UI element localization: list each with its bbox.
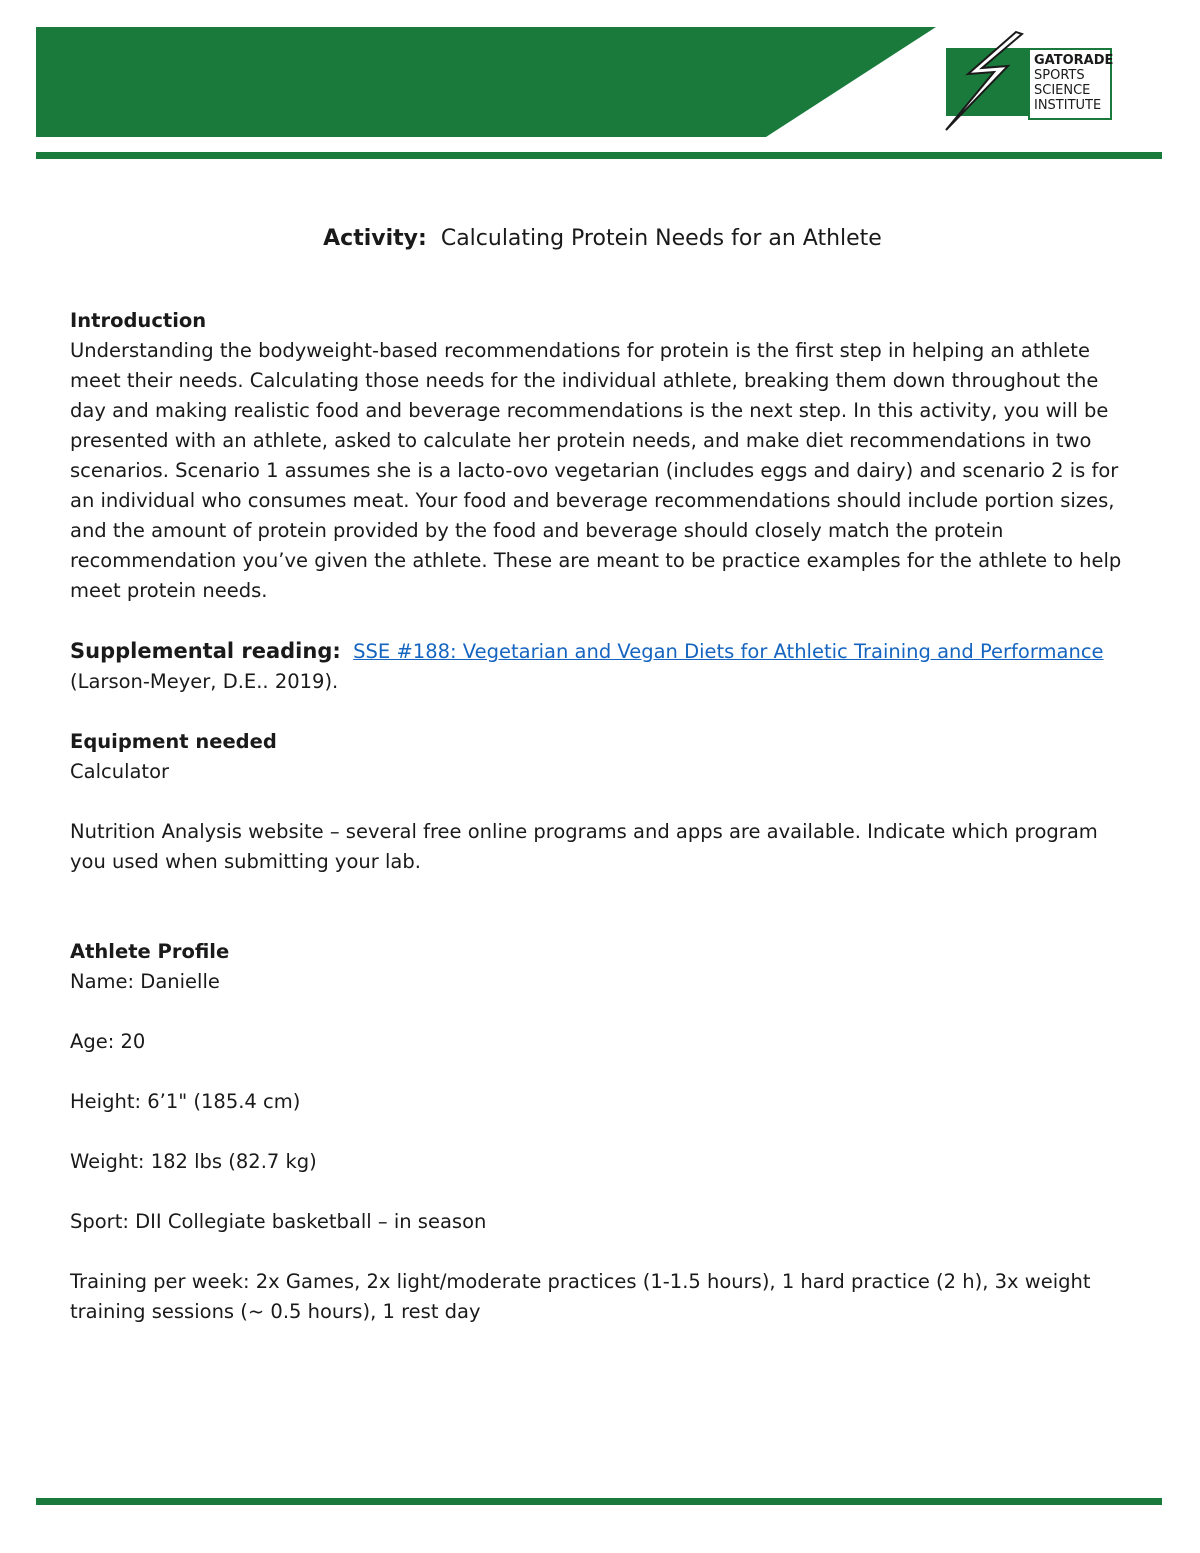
profile-weight: Weight: 182 lbs (82.7 kg) [70, 1150, 317, 1173]
page-title [70, 224, 1135, 254]
gatorade-logo [938, 30, 1123, 132]
intro-paragraph: Understanding the bodyweight-based recommendations for protein is the first step in helping an athlete meet their needs. Calculating those needs for the individual athlete, breaking them down throughout the day and making realistic food and beverage recommendations is the next step. In this activity, you will be presented with an athlete, asked to calculate her protein needs, and make diet recommendations in two scenarios. Scenario 1 assumes she is a lacto-ovo vegetarian (includes eggs and dairy) and scenario 2 is for an individual who consumes meat. Your food and beverage recommendations should include portion sizes, and the amount of protein provided by the food and beverage should closely match the protein recommendation you’ve given the athlete. These are meant to be practice examples for the athlete to help meet protein needs. [70, 339, 1122, 602]
supplemental-label: Supplemental reading: [70, 639, 341, 663]
equipment-item-calculator: Calculator [70, 760, 170, 783]
supplemental-reading [70, 636, 1135, 697]
logo-text-box [1028, 48, 1112, 120]
equipment-heading: Equipment needed [70, 730, 277, 753]
intro-heading: Introduction [70, 309, 207, 332]
profile-age: Age: 20 [70, 1030, 146, 1053]
header-banner [36, 27, 936, 137]
title-text: Calculating Protein Needs for an Athlete [440, 226, 882, 251]
supplemental-link[interactable]: SSE #188: Vegetarian and Vegan Diets for Athletic Training and Performance [353, 640, 1104, 663]
logo-line-2: SPORTS [1034, 68, 1085, 83]
document-body [70, 224, 1135, 1327]
top-divider [36, 152, 1162, 159]
title-label: Activity: [323, 226, 427, 251]
logo-line-4: INSTITUTE [1034, 98, 1102, 113]
profile-height: Height: 6’1" (185.4 cm) [70, 1090, 301, 1113]
banner-shape [36, 27, 936, 137]
supplemental-citation: (Larson-Meyer, D.E.. 2019). [70, 670, 339, 693]
logo-line-3: SCIENCE [1034, 83, 1091, 98]
equipment-item-nutrition-website: Nutrition Analysis website – several free online programs and apps are available. Indicate which program you used when submitting your lab. [70, 820, 1098, 873]
profile-name: Name: Danielle [70, 970, 220, 993]
bottom-divider [36, 1498, 1162, 1505]
profile-training: Training per week: 2x Games, 2x light/moderate practices (1-1.5 hours), 1 hard practice (2 h), 3x weight training sessions (~ 0.5 hours), 1 rest day [70, 1270, 1091, 1323]
logo-line-1: GATORADE [1034, 53, 1114, 68]
profile-sport: Sport: DII Collegiate basketball – in season [70, 1210, 487, 1233]
athlete-profile-heading: Athlete Profile [70, 940, 230, 963]
